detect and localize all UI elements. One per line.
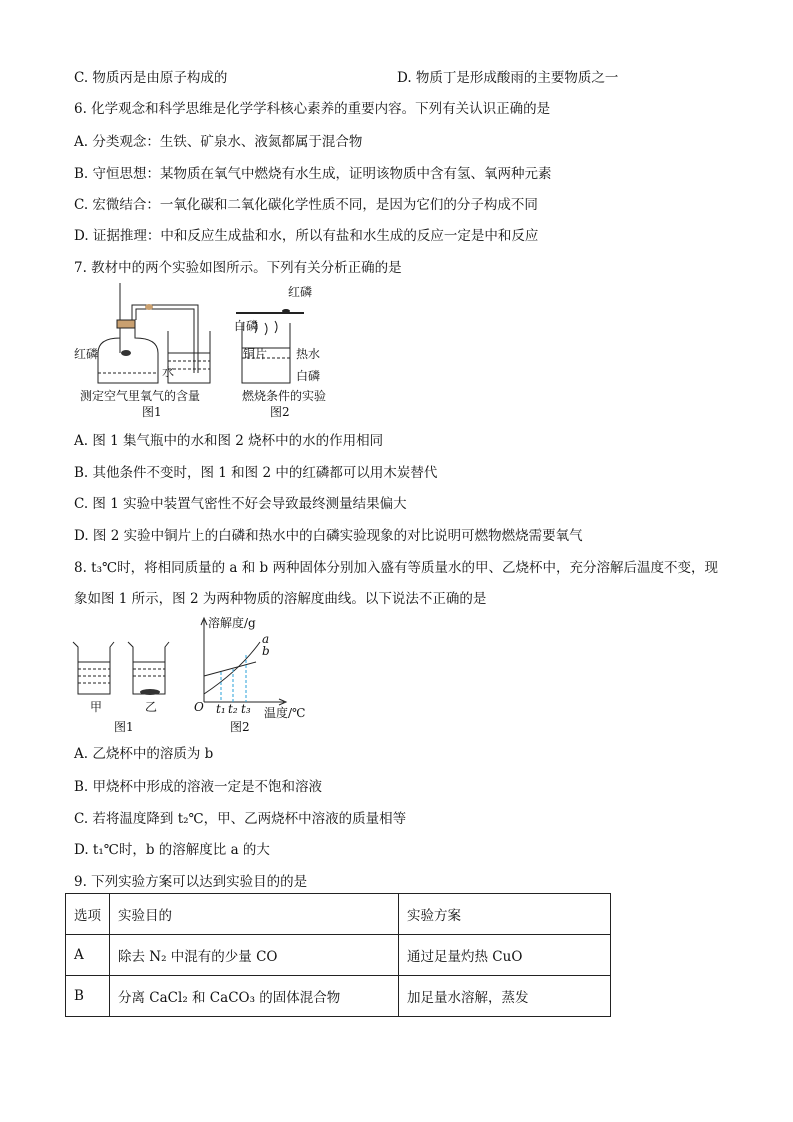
header-option: 选项 xyxy=(66,894,110,935)
cell-option: B xyxy=(66,976,110,1017)
cell-purpose: 分离 CaCl₂ 和 CaCO₃ 的固体混合物 xyxy=(110,976,399,1017)
q8-option-d: D. t₁℃时，b 的溶解度比 a 的大 xyxy=(74,842,270,858)
label-white-phosphorus-top: 白磷 xyxy=(234,319,259,333)
fig1-name: 图1 xyxy=(114,720,134,734)
q6-option-d: D. 证据推理：中和反应生成盐和水，所以有盐和水生成的反应一定是中和反应 xyxy=(74,228,539,244)
tick-t2: t₂ xyxy=(228,702,238,716)
q5-option-d: D. 物质丁是形成酸雨的主要物质之一 xyxy=(397,70,619,86)
tick-t3: t₃ xyxy=(241,702,251,716)
q7-option-d: D. 图 2 实验中铜片上的白磷和热水中的白磷实验现象的对比说明可燃物燃烧需要氧气 xyxy=(74,528,583,544)
q6-stem: 6. 化学观念和科学思维是化学学科核心素养的重要内容。下列有关认识正确的是 xyxy=(74,101,551,117)
fig2-caption: 燃烧条件的实验 xyxy=(242,389,327,403)
table-row xyxy=(66,976,611,1017)
q6-option-b: B. 守恒思想：某物质在氧气中燃烧有水生成，证明该物质中含有氢、氧两种元素 xyxy=(74,166,552,182)
x-axis-label: 温度/℃ xyxy=(264,706,306,720)
y-axis-label: 溶解度/g xyxy=(208,616,256,630)
beaker-jia: 甲 xyxy=(90,700,103,714)
fig1-caption: 测定空气里氧气的含量 xyxy=(80,389,201,403)
q8-option-a: A. 乙烧杯中的溶质为 b xyxy=(74,746,214,762)
cell-purpose: 除去 N₂ 中混有的少量 CO xyxy=(110,935,399,976)
fig2-name: 图2 xyxy=(230,720,250,734)
curve-a-label: a xyxy=(262,632,270,646)
fig2-name: 图2 xyxy=(270,405,290,419)
q7-option-a: A. 图 1 集气瓶中的水和图 2 烧杯中的水的作用相同 xyxy=(74,433,384,449)
label-water: 水 xyxy=(162,365,175,379)
q6-option-a: A. 分类观念：生铁、矿泉水、液氮都属于混合物 xyxy=(74,134,363,150)
table-header-row xyxy=(66,894,611,935)
cell-option: A xyxy=(66,935,110,976)
q7-stem: 7. 教材中的两个实验如图所示。下列有关分析正确的是 xyxy=(74,260,402,276)
q7-figure xyxy=(70,283,370,418)
label-red-phosphorus: 红磷 xyxy=(74,347,99,361)
q8-option-b: B. 甲烧杯中形成的溶液一定是不饱和溶液 xyxy=(74,779,323,795)
origin-label: O xyxy=(194,700,204,714)
label-copper: 铜片 xyxy=(243,347,268,361)
beaker-yi: 乙 xyxy=(145,700,158,714)
q5-option-c: C. 物质丙是由原子构成的 xyxy=(74,70,228,86)
q9-stem: 9. 下列实验方案可以达到实验目的的是 xyxy=(74,874,308,890)
header-plan: 实验方案 xyxy=(399,894,611,935)
label-white-phosphorus-bottom: 白磷 xyxy=(296,369,321,383)
header-purpose: 实验目的 xyxy=(110,894,399,935)
cell-plan: 通过足量灼热 CuO xyxy=(399,935,611,976)
q8-figure xyxy=(70,612,330,737)
q7-option-b: B. 其他条件不变时，图 1 和图 2 中的红磷都可以用木炭替代 xyxy=(74,465,438,481)
cell-plan: 加足量水溶解，蒸发 xyxy=(399,976,611,1017)
fig1-name: 图1 xyxy=(142,405,162,419)
q8-stem-2: 象如图 1 所示，图 2 为两种物质的溶解度曲线。以下说法不正确的是 xyxy=(74,591,487,607)
q6-option-c: C. 宏微结合：一氧化碳和二氧化碳化学性质不同，是因为它们的分子构成不同 xyxy=(74,197,538,213)
label-red-phosphorus-2: 红磷 xyxy=(288,285,313,299)
table-row xyxy=(66,935,611,976)
q7-option-c: C. 图 1 实验中装置气密性不好会导致最终测量结果偏大 xyxy=(74,496,407,512)
q8-stem-1: 8. t₃℃时，将相同质量的 a 和 b 两种固体分别加入盛有等质量水的甲、乙烧杯中，充分溶解后温度不变，现 xyxy=(74,560,718,576)
label-hot-water: 热水 xyxy=(296,347,321,361)
curve-b-label: b xyxy=(262,644,270,658)
tick-t1: t₁ xyxy=(216,702,226,716)
q8-option-c: C. 若将温度降到 t₂℃，甲、乙两烧杯中溶液的质量相等 xyxy=(74,811,407,827)
q9-table xyxy=(65,893,611,1017)
